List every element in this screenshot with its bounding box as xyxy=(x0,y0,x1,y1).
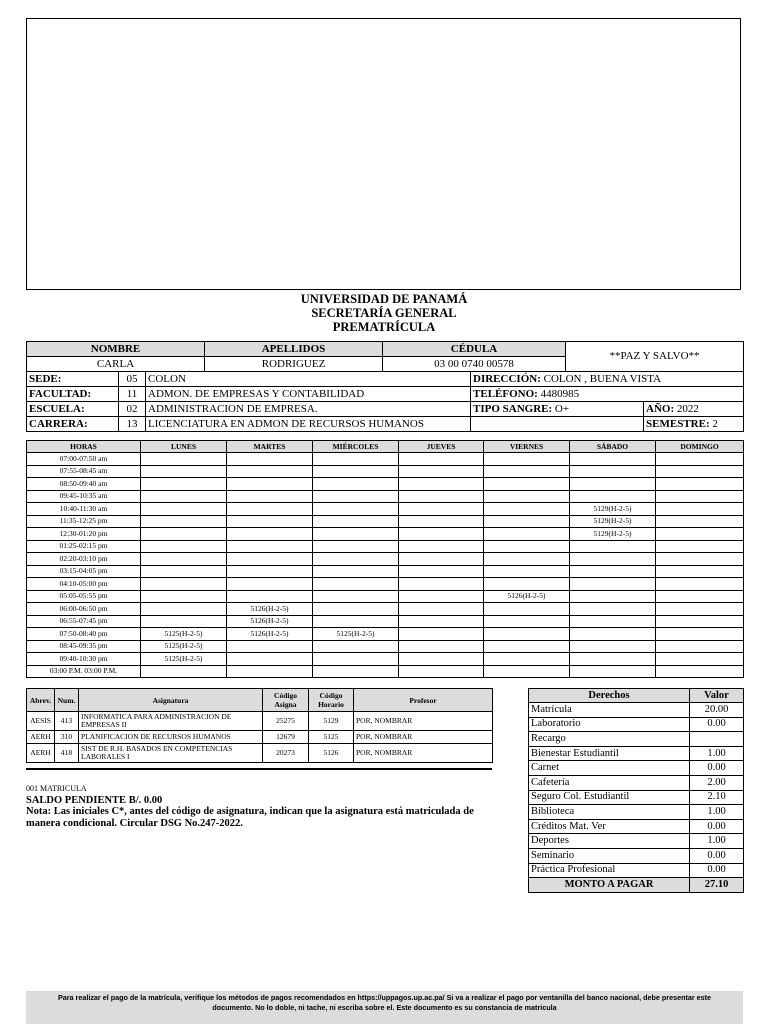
schedule-cell xyxy=(484,465,570,478)
carrera-label: CARRERA: xyxy=(27,417,119,432)
schedule-cell xyxy=(313,503,399,516)
schedule-cell xyxy=(656,478,744,491)
schedule-cell xyxy=(399,453,484,466)
fee-row xyxy=(529,834,744,849)
schedule-cell xyxy=(227,465,313,478)
schedule-row xyxy=(27,540,744,553)
telefono-value: 4480985 xyxy=(540,387,580,400)
schedule-time-cell: 02:20-03:10 pm xyxy=(27,553,141,566)
fee-row xyxy=(529,819,744,834)
schedule-cell xyxy=(570,465,656,478)
schedule-cell xyxy=(484,490,570,503)
subject-cell: SIST DE R.H. BASADOS EN COMPETENCIAS LABORALES I xyxy=(79,744,263,763)
schedule-time-cell: 04:10-05:00 pm xyxy=(27,578,141,591)
schedule-cell: 5129(H-2-5) xyxy=(570,503,656,516)
matricula-code: 001 MATRICULA xyxy=(26,784,87,793)
schedule-time-cell: 03:15-04:05 pm xyxy=(27,565,141,578)
schedule-cell xyxy=(656,540,744,553)
subject-cell: AESIS xyxy=(27,712,55,731)
schedule-cell xyxy=(570,653,656,666)
schedule-cell xyxy=(570,615,656,628)
subject-cell: 25275 xyxy=(263,712,309,731)
blank-cell xyxy=(471,417,644,432)
subject-row xyxy=(27,731,493,744)
subject-cell: POR, NOMBRAR xyxy=(354,712,493,731)
schedule-row xyxy=(27,528,744,541)
cedula-value: 03 00 0740 00578 xyxy=(383,357,566,372)
subjects-header-cell: Asignatura xyxy=(79,689,263,712)
schedule-table xyxy=(26,440,744,678)
schedule-time-cell: 07:50-08:40 pm xyxy=(27,628,141,641)
schedule-cell xyxy=(227,515,313,528)
fee-value: 1.00 xyxy=(690,805,744,820)
paz-salvo-status: **PAZ Y SALVO** xyxy=(566,342,744,372)
total-label: MONTO A PAGAR xyxy=(529,878,690,893)
schedule-cell xyxy=(656,640,744,653)
subjects-table xyxy=(26,688,493,763)
schedule-header-cell: MARTES xyxy=(227,441,313,453)
subjects-header-cell: Num. xyxy=(55,689,79,712)
schedule-time-cell: 07:55-08:45 am xyxy=(27,465,141,478)
student-info-table xyxy=(26,341,744,432)
schedule-time-cell: 05:05-05:55 pm xyxy=(27,590,141,603)
schedule-cell xyxy=(656,653,744,666)
schedule-time-cell: 07:00-07:50 am xyxy=(27,453,141,466)
fee-row xyxy=(529,717,744,732)
subject-cell: 310 xyxy=(55,731,79,744)
carrera-value: LICENCIATURA EN ADMON DE RECURSOS HUMANOS xyxy=(146,417,471,432)
subject-cell: AERH xyxy=(27,744,55,763)
schedule-cell xyxy=(313,615,399,628)
schedule-cell xyxy=(313,553,399,566)
schedule-cell: 5126(H-2-5) xyxy=(484,590,570,603)
footer-line-2: documento. No lo doble, ni tache, ni escriba sobre el. Este documento es su constancia de matricula xyxy=(212,1003,557,1012)
schedule-cell xyxy=(141,515,227,528)
subject-row xyxy=(27,744,493,763)
schedule-cell xyxy=(484,665,570,678)
direccion-field: DIRECCIÓN: COLON , BUENA VISTA xyxy=(471,372,744,387)
schedule-cell xyxy=(141,478,227,491)
schedule-cell xyxy=(399,590,484,603)
schedule-cell xyxy=(313,590,399,603)
fee-row xyxy=(529,790,744,805)
schedule-cell: 5126(H-2-5) xyxy=(227,628,313,641)
subject-cell: PLANIFICACION DE RECURSOS HUMANOS xyxy=(79,731,263,744)
subject-cell: 413 xyxy=(55,712,79,731)
schedule-row xyxy=(27,653,744,666)
schedule-cell xyxy=(313,578,399,591)
sangre-value: O+ xyxy=(554,402,570,415)
semestre-field: SEMESTRE: 2 xyxy=(644,417,744,432)
schedule-row xyxy=(27,490,744,503)
saldo-pendiente: SALDO PENDIENTE B/. 0.00 xyxy=(26,795,163,806)
schedule-cell xyxy=(313,653,399,666)
schedule-row xyxy=(27,553,744,566)
fees-header-cell: Valor xyxy=(690,689,744,703)
subjects-header-cell: Código Asigna xyxy=(263,689,309,712)
carrera-code: 13 xyxy=(119,417,146,432)
schedule-row xyxy=(27,615,744,628)
fee-name: Seguro Col. Estudiantil xyxy=(529,790,690,805)
schedule-row xyxy=(27,640,744,653)
schedule-header-cell: HORAS xyxy=(27,441,141,453)
fee-value: 0.00 xyxy=(690,819,744,834)
schedule-cell xyxy=(570,628,656,641)
schedule-time-cell: 01:25-02:15 pm xyxy=(27,540,141,553)
schedule-header-cell: JUEVES xyxy=(399,441,484,453)
escuela-label: ESCUELA: xyxy=(27,402,119,417)
apellidos-value: RODRIGUEZ xyxy=(205,357,383,372)
subject-cell: 5126 xyxy=(309,744,354,763)
cedula-header: CÉDULA xyxy=(383,342,566,357)
schedule-header-cell: MIÉRCOLES xyxy=(313,441,399,453)
fee-name: Carnet xyxy=(529,761,690,776)
schedule-row xyxy=(27,503,744,516)
fee-row xyxy=(529,732,744,747)
schedule-row xyxy=(27,665,744,678)
schedule-cell xyxy=(399,503,484,516)
schedule-cell xyxy=(227,503,313,516)
schedule-cell xyxy=(484,653,570,666)
schedule-cell xyxy=(570,540,656,553)
schedule-cell xyxy=(570,565,656,578)
schedule-cell xyxy=(656,628,744,641)
schedule-cell xyxy=(313,640,399,653)
schedule-time-cell: 08:45-09:35 pm xyxy=(27,640,141,653)
apellidos-header: APELLIDOS xyxy=(205,342,383,357)
schedule-header-cell: SÁBADO xyxy=(570,441,656,453)
payment-footer xyxy=(26,991,743,1024)
schedule-cell xyxy=(570,478,656,491)
schedule-cell xyxy=(141,490,227,503)
schedule-cell xyxy=(656,453,744,466)
schedule-cell xyxy=(399,653,484,666)
schedule-cell xyxy=(656,565,744,578)
photo-box xyxy=(26,18,741,290)
telefono-field: TELÉFONO: 4480985 xyxy=(471,387,744,402)
schedule-cell xyxy=(656,615,744,628)
university-title: UNIVERSIDAD DE PANAMÁ xyxy=(300,292,468,306)
schedule-cell: 5126(H-2-5) xyxy=(227,615,313,628)
schedule-time-cell: 10:40-11:30 am xyxy=(27,503,141,516)
schedule-cell xyxy=(313,565,399,578)
schedule-cell xyxy=(484,628,570,641)
schedule-cell xyxy=(484,528,570,541)
schedule-cell xyxy=(570,603,656,616)
schedule-cell xyxy=(570,490,656,503)
fee-value: 0.00 xyxy=(690,848,744,863)
schedule-cell xyxy=(399,490,484,503)
schedule-cell xyxy=(570,578,656,591)
schedule-cell xyxy=(656,515,744,528)
schedule-cell xyxy=(484,603,570,616)
schedule-cell xyxy=(227,528,313,541)
fee-value: 0.00 xyxy=(690,717,744,732)
schedule-cell xyxy=(570,453,656,466)
semestre-value: 2 xyxy=(712,417,718,430)
schedule-cell xyxy=(484,553,570,566)
schedule-cell xyxy=(313,540,399,553)
sangre-field: TIPO SANGRE: O+ xyxy=(471,402,644,417)
subject-cell: 12679 xyxy=(263,731,309,744)
fee-name: Matrícula xyxy=(529,703,690,718)
schedule-cell xyxy=(141,503,227,516)
subject-cell: INFORMATICA PARA ADMINISTRACION DE EMPRESAS II xyxy=(79,712,263,731)
schedule-cell xyxy=(656,578,744,591)
schedule-row xyxy=(27,578,744,591)
subject-cell: 5125 xyxy=(309,731,354,744)
schedule-cell xyxy=(313,478,399,491)
schedule-cell xyxy=(399,515,484,528)
schedule-header-cell: LUNES xyxy=(141,441,227,453)
schedule-cell xyxy=(141,465,227,478)
schedule-cell xyxy=(570,553,656,566)
fee-value: 20.00 xyxy=(690,703,744,718)
schedule-cell xyxy=(141,528,227,541)
schedule-cell: 5129(H-2-5) xyxy=(570,515,656,528)
subjects-header-cell: Abrev. xyxy=(27,689,55,712)
schedule-row xyxy=(27,565,744,578)
escuela-code: 02 xyxy=(119,402,146,417)
schedule-cell: 5126(H-2-5) xyxy=(227,603,313,616)
schedule-time-cell: 08:50-09:40 am xyxy=(27,478,141,491)
sede-value: COLON xyxy=(146,372,471,387)
fee-value: 1.00 xyxy=(690,746,744,761)
schedule-cell: 5129(H-2-5) xyxy=(570,528,656,541)
schedule-cell xyxy=(399,640,484,653)
schedule-time-cell: 11:35-12:25 pm xyxy=(27,515,141,528)
schedule-cell xyxy=(399,615,484,628)
conditional-note: Nota: Las iniciales C*, antes del código de asignatura, indican que la asignatura está matriculada de manera condicional. Circular DSG No.247-2022. xyxy=(26,806,474,829)
schedule-cell xyxy=(399,565,484,578)
schedule-cell xyxy=(227,665,313,678)
schedule-cell xyxy=(484,578,570,591)
schedule-row xyxy=(27,453,744,466)
fees-header-cell: Derechos xyxy=(529,689,690,703)
fee-name: Práctica Profesional xyxy=(529,863,690,878)
schedule-cell xyxy=(570,665,656,678)
sede-code: 05 xyxy=(119,372,146,387)
subjects-bottom-rule xyxy=(26,768,492,770)
schedule-cell xyxy=(656,553,744,566)
schedule-cell xyxy=(399,528,484,541)
schedule-row xyxy=(27,603,744,616)
fees-table xyxy=(528,688,744,893)
fee-row xyxy=(529,805,744,820)
fee-name: Deportes xyxy=(529,834,690,849)
schedule-header-cell: DOMINGO xyxy=(656,441,744,453)
schedule-time-cell: 09:45-10:35 am xyxy=(27,490,141,503)
schedule-time-cell: 06:00-06:50 pm xyxy=(27,603,141,616)
schedule-cell xyxy=(141,578,227,591)
fee-name: Biblioteca xyxy=(529,805,690,820)
schedule-cell xyxy=(484,515,570,528)
footer-line-1: Para realizar el pago de la matrícula, verifique los métodos de pagos recomendados en https://uppagos.up.ac.pa/ Si va a realizar el pago por ventanilla del banco nacional, debe presentar este xyxy=(57,993,712,1002)
fee-name: Bienestar Estudiantil xyxy=(529,746,690,761)
fee-row xyxy=(529,848,744,863)
fee-name: Laboratorio xyxy=(529,717,690,732)
schedule-cell xyxy=(313,515,399,528)
anio-field: AÑO: 2022 xyxy=(644,402,744,417)
schedule-cell xyxy=(227,590,313,603)
schedule-cell xyxy=(141,565,227,578)
schedule-row xyxy=(27,478,744,491)
subject-cell: 20273 xyxy=(263,744,309,763)
schedule-time-cell: 03:00 P.M. 03:00 P.M. xyxy=(27,665,141,678)
schedule-cell xyxy=(399,603,484,616)
schedule-cell xyxy=(313,603,399,616)
schedule-cell xyxy=(141,553,227,566)
schedule-cell xyxy=(313,665,399,678)
fee-value: 0.00 xyxy=(690,761,744,776)
fee-row xyxy=(529,761,744,776)
fee-name: Créditos Mat. Ver xyxy=(529,819,690,834)
sede-label: SEDE: xyxy=(27,372,119,387)
schedule-row xyxy=(27,628,744,641)
schedule-cell xyxy=(227,453,313,466)
subject-cell: POR, NOMBRAR xyxy=(354,731,493,744)
subject-cell: AERH xyxy=(27,731,55,744)
schedule-cell xyxy=(656,665,744,678)
fee-row xyxy=(529,863,744,878)
schedule-cell xyxy=(484,540,570,553)
schedule-cell: 5125(H-2-5) xyxy=(141,628,227,641)
schedule-cell xyxy=(313,465,399,478)
subject-cell: 5129 xyxy=(309,712,354,731)
schedule-cell xyxy=(141,540,227,553)
schedule-cell xyxy=(227,565,313,578)
fee-name: Seminario xyxy=(529,848,690,863)
schedule-cell xyxy=(399,665,484,678)
direccion-value: COLON , BUENA VISTA xyxy=(543,372,662,385)
fee-row xyxy=(529,703,744,718)
schedule-cell xyxy=(399,540,484,553)
schedule-row xyxy=(27,590,744,603)
schedule-cell xyxy=(399,578,484,591)
schedule-cell xyxy=(141,603,227,616)
fee-value: 2.00 xyxy=(690,775,744,790)
schedule-row xyxy=(27,465,744,478)
schedule-cell: 5125(H-2-5) xyxy=(141,640,227,653)
schedule-time-cell: 09:40-10:30 pm xyxy=(27,653,141,666)
schedule-header-cell: VIERNES xyxy=(484,441,570,453)
schedule-cell xyxy=(656,528,744,541)
schedule-cell: 5125(H-2-5) xyxy=(313,628,399,641)
schedule-cell xyxy=(313,453,399,466)
schedule-cell xyxy=(227,640,313,653)
escuela-value: ADMINISTRACION DE EMPRESA. xyxy=(146,402,471,417)
schedule-cell xyxy=(570,590,656,603)
schedule-cell xyxy=(656,503,744,516)
nombre-header: NOMBRE xyxy=(27,342,205,357)
schedule-cell xyxy=(570,640,656,653)
anio-value: 2022 xyxy=(676,402,699,415)
schedule-cell xyxy=(141,453,227,466)
fee-row xyxy=(529,775,744,790)
nombre-value: CARLA xyxy=(27,357,205,372)
schedule-time-cell: 06:55-07:45 pm xyxy=(27,615,141,628)
schedule-cell xyxy=(227,478,313,491)
schedule-cell xyxy=(399,478,484,491)
schedule-row xyxy=(27,515,744,528)
schedule-cell xyxy=(484,640,570,653)
office-title: SECRETARÍA GENERAL xyxy=(311,306,457,320)
fee-value xyxy=(690,732,744,747)
schedule-cell xyxy=(227,540,313,553)
schedule-cell xyxy=(399,465,484,478)
document-title: PREMATRÍCULA xyxy=(332,320,436,334)
fee-value: 1.00 xyxy=(690,834,744,849)
schedule-cell xyxy=(227,653,313,666)
subject-row xyxy=(27,712,493,731)
schedule-cell xyxy=(141,665,227,678)
total-row xyxy=(529,878,744,893)
schedule-cell: 5125(H-2-5) xyxy=(141,653,227,666)
fee-name: Cafetería xyxy=(529,775,690,790)
schedule-cell xyxy=(399,553,484,566)
schedule-cell xyxy=(313,528,399,541)
subjects-header-cell: Profesor xyxy=(354,689,493,712)
schedule-cell xyxy=(484,615,570,628)
schedule-cell xyxy=(656,590,744,603)
facultad-code: 11 xyxy=(119,387,146,402)
schedule-cell xyxy=(484,503,570,516)
schedule-time-cell: 12:30-01:20 pm xyxy=(27,528,141,541)
schedule-cell xyxy=(313,490,399,503)
fee-value: 2.10 xyxy=(690,790,744,805)
schedule-cell xyxy=(141,615,227,628)
schedule-cell xyxy=(399,628,484,641)
schedule-cell xyxy=(484,565,570,578)
schedule-cell xyxy=(227,490,313,503)
facultad-label: FACULTAD: xyxy=(27,387,119,402)
subject-cell: POR, NOMBRAR xyxy=(354,744,493,763)
schedule-cell xyxy=(484,478,570,491)
schedule-cell xyxy=(656,490,744,503)
facultad-value: ADMON. DE EMPRESAS Y CONTABILIDAD xyxy=(146,387,471,402)
fee-row xyxy=(529,746,744,761)
schedule-cell xyxy=(227,578,313,591)
schedule-cell xyxy=(656,465,744,478)
total-value: 27.10 xyxy=(690,878,744,893)
fee-value: 0.00 xyxy=(690,863,744,878)
subject-cell: 418 xyxy=(55,744,79,763)
subjects-header-cell: Código Horario xyxy=(309,689,354,712)
schedule-cell xyxy=(484,453,570,466)
schedule-cell xyxy=(227,553,313,566)
fee-name: Recargo xyxy=(529,732,690,747)
schedule-cell xyxy=(141,590,227,603)
schedule-cell xyxy=(656,603,744,616)
